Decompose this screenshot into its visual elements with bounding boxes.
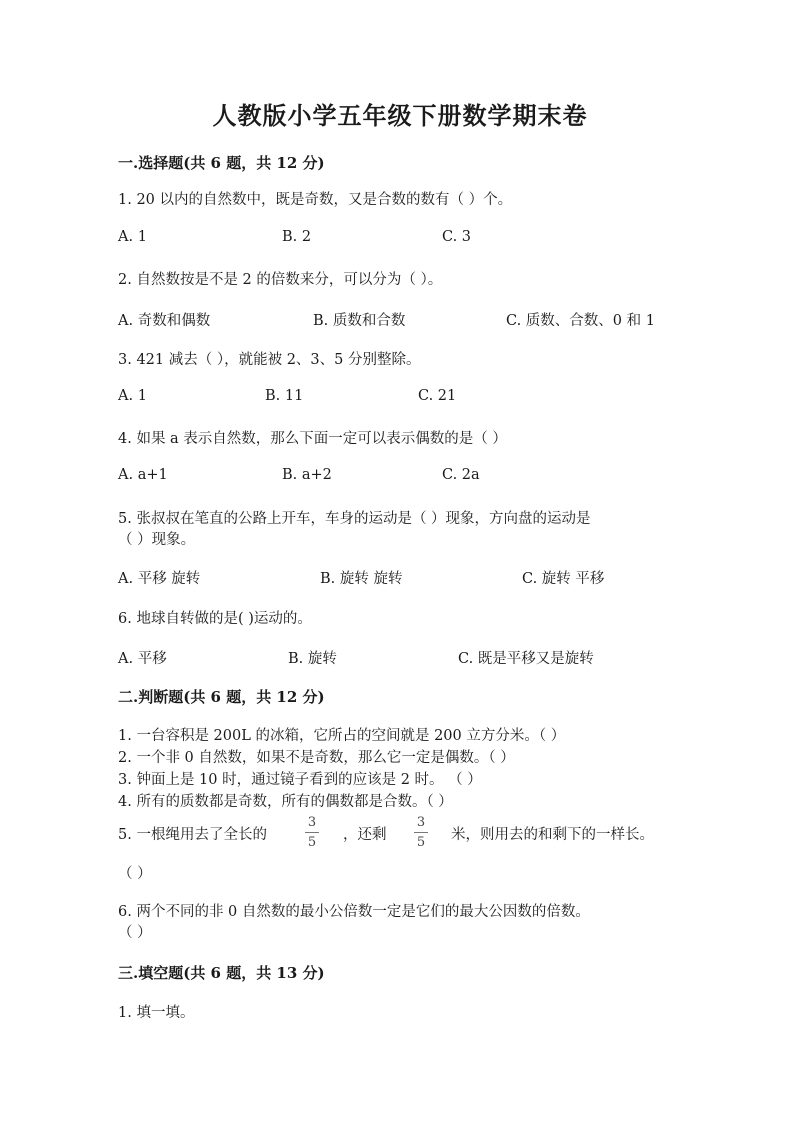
- choice-q3-option-a: A. 1: [118, 388, 147, 404]
- fraction-2-denominator: 5: [416, 835, 426, 850]
- fill-question-1: 1. 填一填。: [118, 1005, 195, 1021]
- choice-q3-option-b: B. 11: [265, 388, 304, 404]
- choice-q5-option-a: A. 平移 旋转: [118, 571, 201, 587]
- choice-q5-option-c: C. 旋转 平移: [522, 571, 605, 587]
- choice-question-2: 2. 自然数按是不是 2 的倍数来分，可以分为（ ）。: [118, 272, 443, 288]
- choice-question-3: 3. 421 减去（ ），就能被 2、3、5 分别整除。: [118, 352, 421, 368]
- fraction-1-numerator: 3: [307, 815, 317, 830]
- choice-q4-option-a: A. a+1: [118, 467, 168, 483]
- choice-q4-option-c: C. 2a: [442, 467, 480, 483]
- section-heading-judge: 二.判断题(共 6 题，共 12 分): [118, 688, 325, 706]
- choice-q6-option-b: B. 旋转: [288, 651, 337, 667]
- judge-question-4: 4. 所有的质数都是奇数，所有的偶数都是合数。（ ）: [118, 794, 453, 810]
- choice-q2-option-a: A. 奇数和偶数: [118, 313, 211, 329]
- choice-q4-option-b: B. a+2: [282, 467, 332, 483]
- judge-question-6-line1: 6. 两个不同的非 0 自然数的最小公倍数一定是它们的最大公因数的倍数。: [118, 904, 590, 920]
- choice-question-6: 6. 地球自转做的是( )运动的。: [118, 611, 312, 627]
- judge-question-2: 2. 一个非 0 自然数，如果不是奇数，那么它一定是偶数。（ ）: [118, 750, 515, 766]
- judge-question-5-part3: 米，则用去的和剩下的一样长。: [451, 827, 654, 843]
- fraction-three-fifths-2: [411, 815, 431, 851]
- judge-question-5-part1: 5. 一根绳用去了全长的: [118, 827, 267, 843]
- judge-question-1: 1. 一台容积是 200L 的冰箱，它所占的空间就是 200 立方分米。（ ）: [118, 728, 566, 744]
- choice-question-5-line2: （ ）现象。: [118, 532, 196, 548]
- choice-q1-option-c: C. 3: [442, 229, 472, 245]
- choice-q2-option-c: C. 质数、合数、0 和 1: [506, 313, 655, 329]
- fraction-2-numerator: 3: [416, 815, 426, 830]
- judge-question-5-part2: ，还剩: [343, 827, 387, 843]
- fraction-three-fifths-1: [302, 815, 322, 851]
- judge-question-3: 3. 钟面上是 10 时，通过镜子看到的应该是 2 时。 （ ）: [118, 772, 482, 788]
- judge-question-5-line2: （ ）: [118, 866, 152, 882]
- page-title: 人教版小学五年级下册数学期末卷: [212, 101, 588, 130]
- choice-q5-option-b: B. 旋转 旋转: [320, 571, 403, 587]
- section-heading-choice: 一.选择题(共 6 题，共 12 分): [118, 154, 325, 172]
- choice-q1-option-a: A. 1: [118, 229, 147, 245]
- choice-q3-option-c: C. 21: [418, 388, 457, 404]
- choice-question-1: 1. 20 以内的自然数中，既是奇数，又是合数的数有（ ）个。: [118, 192, 513, 208]
- choice-question-4: 4. 如果 a 表示自然数，那么下面一定可以表示偶数的是（ ）: [118, 431, 507, 447]
- choice-question-5-line1: 5. 张叔叔在笔直的公路上开车，车身的运动是（ ）现象，方向盘的运动是: [118, 511, 591, 527]
- choice-q6-option-a: A. 平移: [118, 651, 167, 667]
- judge-question-6-line2: （ ）: [118, 925, 152, 941]
- choice-q1-option-b: B. 2: [282, 229, 312, 245]
- fraction-1-bar: [305, 832, 319, 833]
- section-heading-fill: 三.填空题(共 6 题，共 13 分): [118, 964, 325, 982]
- fraction-1-denominator: 5: [307, 835, 317, 850]
- fraction-2-bar: [414, 832, 428, 833]
- choice-q6-option-c: C. 既是平移又是旋转: [458, 651, 594, 667]
- choice-q2-option-b: B. 质数和合数: [313, 313, 406, 329]
